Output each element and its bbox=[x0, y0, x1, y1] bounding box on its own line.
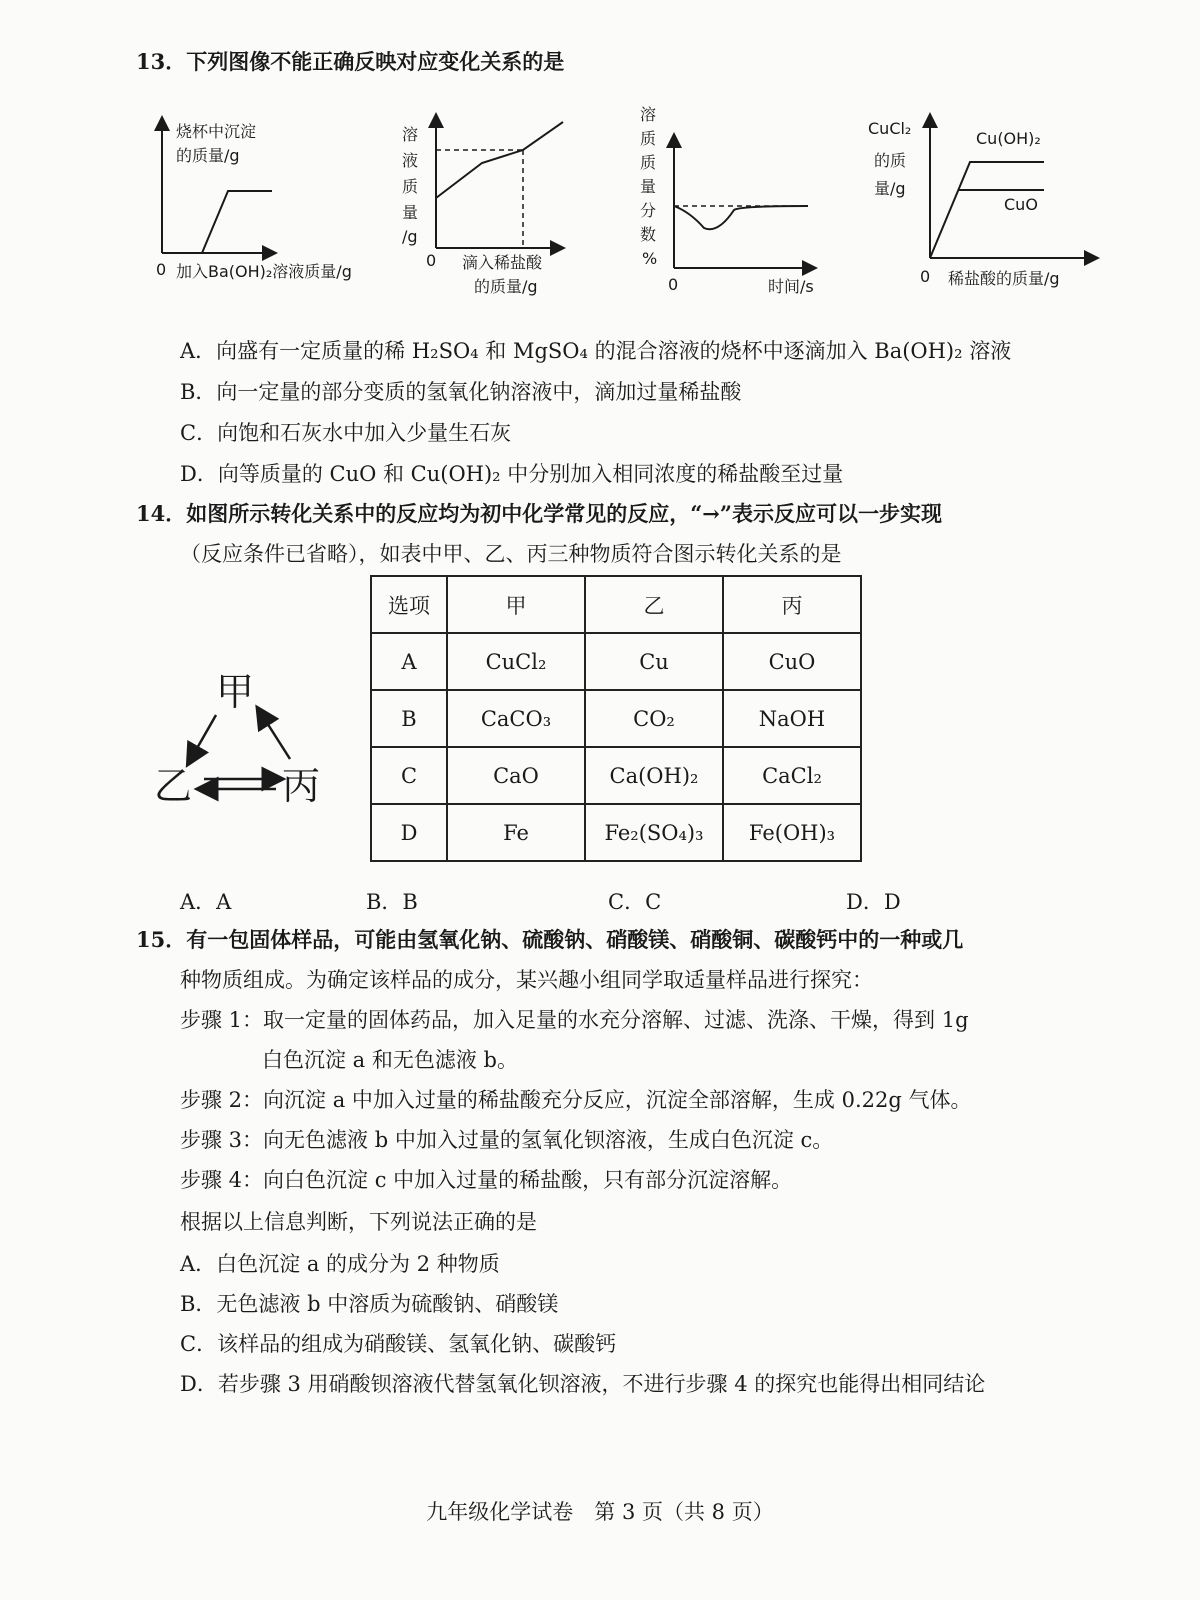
graph1-origin: 0 bbox=[156, 260, 167, 279]
table-cell: D bbox=[371, 804, 447, 861]
q14-conversion-diagram bbox=[150, 665, 350, 815]
graph4-series-cu-oh-2: Cu(OH)₂ bbox=[976, 129, 1041, 148]
table-cell: CaO bbox=[447, 747, 585, 804]
graph2-ylabel-0: 溶 bbox=[402, 125, 419, 144]
table-header-row bbox=[371, 576, 861, 633]
graph2-ylabel-4: /g bbox=[402, 227, 418, 246]
q15-step-4: 步骤 4：向白色沉淀 c 中加入过量的稀盐酸，只有部分沉淀溶解。 bbox=[180, 1168, 793, 1192]
graph4-ylabel-1: CuCl₂ bbox=[868, 119, 912, 138]
q15-option-c: C．该样品的组成为硝酸镁、氢氧化钠、碳酸钙 bbox=[180, 1332, 617, 1356]
q13-stem: 13．下列图像不能正确反映对应变化关系的是 bbox=[136, 49, 565, 74]
table-cell: Cu bbox=[585, 633, 723, 690]
graph2-ylabel-3: 量 bbox=[402, 203, 419, 222]
table-cell: Ca(OH)₂ bbox=[585, 747, 723, 804]
graph1-ylabel-2: 的质量/g bbox=[176, 146, 240, 165]
q15-stem-2: 种物质组成。为确定该样品的成分，某兴趣小组同学取适量样品进行探究： bbox=[180, 968, 873, 992]
table-row bbox=[371, 747, 861, 804]
graph3-ylabel-6: % bbox=[642, 249, 658, 268]
q14-choice-d: D．D bbox=[846, 890, 901, 914]
graph4-ylabel-3: 量/g bbox=[874, 179, 906, 198]
table-header: 丙 bbox=[723, 576, 861, 633]
q14-choice-a: A．A bbox=[180, 890, 232, 914]
q13-option-a: A．向盛有一定质量的稀 H₂SO₄ 和 MgSO₄ 的混合溶液的烧杯中逐滴加入 Ba(OH)₂ 溶液 bbox=[180, 339, 1012, 363]
q13-graph-3 bbox=[628, 100, 848, 300]
q15-option-b: B．无色滤液 b 中溶质为硫酸钠、硝酸镁 bbox=[180, 1292, 559, 1316]
table-cell: CuO bbox=[723, 633, 861, 690]
graph3-origin: 0 bbox=[668, 275, 679, 294]
table-header: 甲 bbox=[447, 576, 585, 633]
table-cell: C bbox=[371, 747, 447, 804]
table-cell: CO₂ bbox=[585, 690, 723, 747]
q13-graph-4 bbox=[862, 110, 1122, 295]
table-header: 选项 bbox=[371, 576, 447, 633]
graph4-xlabel: 稀盐酸的质量/g bbox=[948, 269, 1060, 288]
graph3-ylabel-3: 量 bbox=[640, 177, 657, 196]
graph2-xlabel-2: 的质量/g bbox=[474, 277, 538, 296]
graph2-ylabel-1: 液 bbox=[402, 151, 419, 170]
q15-step-2: 步骤 2：向沉淀 a 中加入过量的稀盐酸充分反应，沉淀全部溶解，生成 0.22g 气体。 bbox=[180, 1088, 972, 1112]
table-cell: CaCO₃ bbox=[447, 690, 585, 747]
graph4-ylabel-2: 的质 bbox=[874, 151, 907, 170]
q15-option-a: A．白色沉淀 a 的成分为 2 种物质 bbox=[180, 1252, 500, 1276]
diagram-yi: 乙 bbox=[154, 764, 193, 808]
table-cell: CaCl₂ bbox=[723, 747, 861, 804]
q14-options-table bbox=[370, 575, 862, 862]
table-cell: Fe₂(SO₄)₃ bbox=[585, 804, 723, 861]
table-row bbox=[371, 633, 861, 690]
diagram-bing: 丙 bbox=[282, 764, 321, 808]
graph3-ylabel-5: 数 bbox=[640, 225, 657, 244]
graph1-ylabel-1: 烧杯中沉淀 bbox=[176, 122, 257, 141]
q15-step-1: 步骤 1：取一定量的固体药品，加入足量的水充分溶解、过滤、洗涤、干燥，得到 1g bbox=[180, 1008, 969, 1032]
table-cell: CuCl₂ bbox=[447, 633, 585, 690]
graph3-ylabel-4: 分 bbox=[640, 201, 657, 220]
q14-stem-1: 14．如图所示转化关系中的反应均为初中化学常见的反应，“→”表示反应可以一步实现 bbox=[136, 501, 942, 526]
table-cell: A bbox=[371, 633, 447, 690]
q13-graph-1 bbox=[150, 115, 380, 290]
page-footer: 九年级化学试卷 第 3 页（共 8 页） bbox=[426, 1500, 774, 1524]
table-cell: NaOH bbox=[723, 690, 861, 747]
graph3-ylabel-0: 溶 bbox=[640, 105, 657, 124]
table-cell: Fe bbox=[447, 804, 585, 861]
q14-stem-2: （反应条件已省略），如表中甲、乙、丙三种物质符合图示转化关系的是 bbox=[180, 542, 842, 566]
q15-question: 根据以上信息判断，下列说法正确的是 bbox=[180, 1210, 537, 1234]
graph2-origin: 0 bbox=[426, 251, 437, 270]
q13-option-c: C．向饱和石灰水中加入少量生石灰 bbox=[180, 421, 512, 445]
graph3-xlabel: 时间/s bbox=[768, 277, 814, 296]
table-cell: B bbox=[371, 690, 447, 747]
graph2-ylabel-2: 质 bbox=[402, 177, 419, 196]
graph3-ylabel-1: 质 bbox=[640, 129, 657, 148]
graph3-ylabel-2: 质 bbox=[640, 153, 657, 172]
q15-step-3: 步骤 3：向无色滤液 b 中加入过量的氢氧化钡溶液，生成白色沉淀 c。 bbox=[180, 1128, 834, 1152]
q15-option-d: D．若步骤 3 用硝酸钡溶液代替氢氧化钡溶液，不进行步骤 4 的探究也能得出相同结论 bbox=[180, 1372, 986, 1396]
graph1-xlabel: 加入Ba(OH)₂溶液质量/g bbox=[176, 262, 352, 281]
q13-graph-2 bbox=[398, 110, 578, 300]
diagram-jia: 甲 bbox=[216, 670, 255, 714]
q15-step-1-cont: 白色沉淀 a 和无色滤液 b。 bbox=[262, 1048, 518, 1072]
table-cell: Fe(OH)₃ bbox=[723, 804, 861, 861]
graph4-series-cuo: CuO bbox=[1004, 195, 1038, 214]
q15-stem-1: 15．有一包固体样品，可能由氢氧化钠、硫酸钠、硝酸镁、硝酸铜、碳酸钙中的一种或几 bbox=[136, 927, 964, 952]
graph2-xlabel-1: 滴入稀盐酸 bbox=[462, 253, 543, 272]
graph4-origin: 0 bbox=[920, 267, 931, 286]
q13-option-b: B．向一定量的部分变质的氢氧化钠溶液中，滴加过量稀盐酸 bbox=[180, 380, 742, 404]
table-header: 乙 bbox=[585, 576, 723, 633]
q14-choice-b: B．B bbox=[366, 890, 418, 914]
q14-choice-c: C．C bbox=[608, 890, 662, 914]
table-row bbox=[371, 804, 861, 861]
q13-option-d: D．向等质量的 CuO 和 Cu(OH)₂ 中分别加入相同浓度的稀盐酸至过量 bbox=[180, 462, 844, 486]
table-row bbox=[371, 690, 861, 747]
